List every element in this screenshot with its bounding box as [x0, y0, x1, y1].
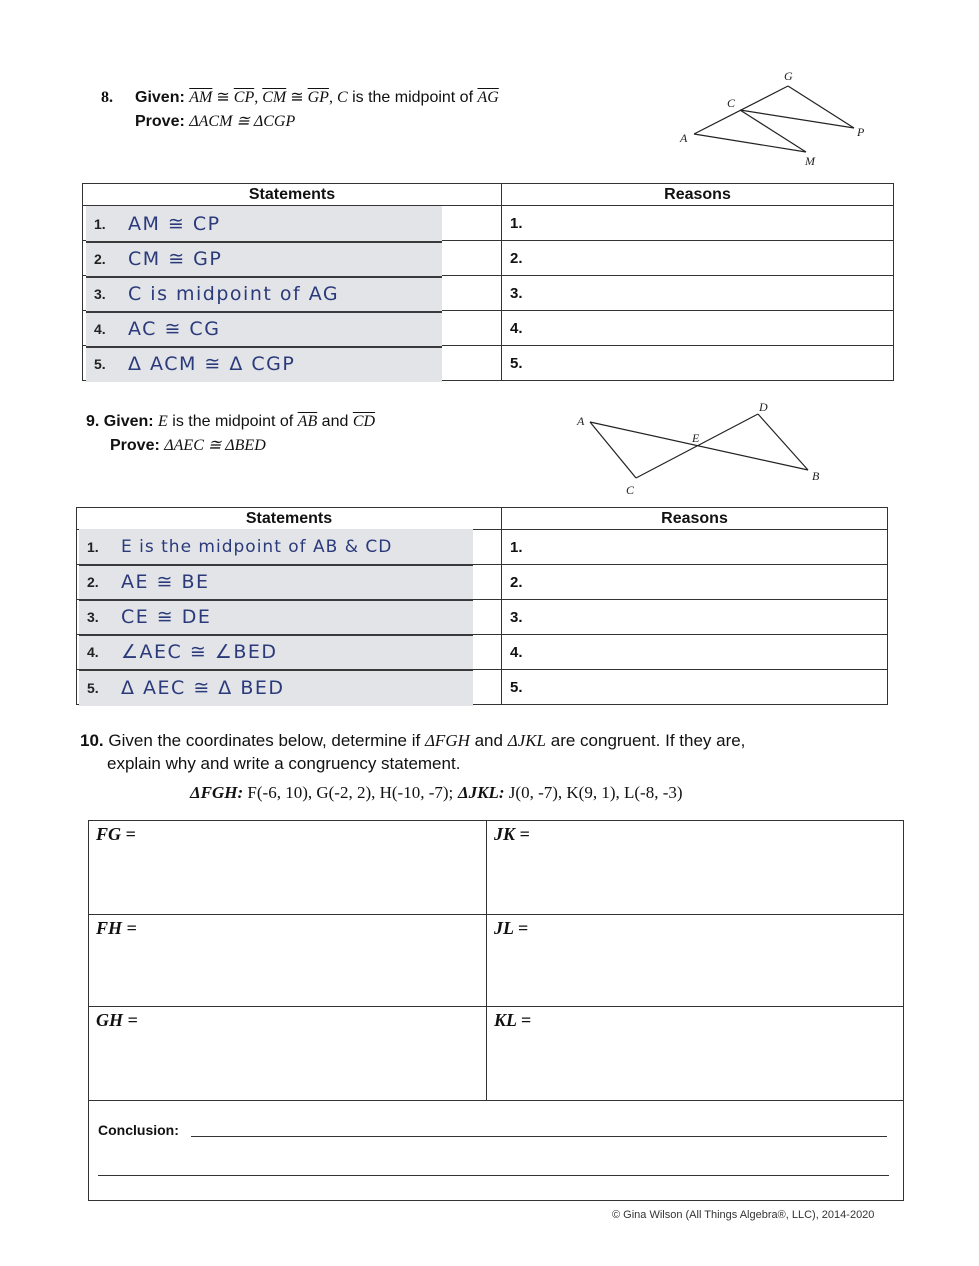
q10-text: are congruent. If they are,	[546, 731, 746, 750]
statement-number: 5.	[94, 356, 106, 372]
label-c: C	[727, 96, 736, 110]
statement-text: CM ≅ GP	[128, 247, 223, 270]
q9-statement-2	[79, 564, 473, 601]
q10-answer-grid	[88, 820, 904, 1201]
congruent-symbol: ≅	[286, 89, 308, 106]
q9-statements-header: Statements	[77, 508, 502, 530]
q8-seg-cm: $\overline{CM}$	[262, 89, 287, 106]
label-b: B	[812, 469, 820, 483]
q9-reason-5[interactable]: 5.	[502, 670, 888, 705]
q8-reason-1[interactable]: 1.	[502, 206, 894, 241]
q9-reason-1[interactable]: 1.	[502, 530, 888, 565]
q9-statement-1	[79, 529, 473, 566]
q9-reason-2[interactable]: 2.	[502, 565, 888, 600]
label-a: A	[680, 131, 688, 145]
q9-and-text: and	[317, 413, 353, 430]
q10-jkl-coords: J(0, -7), K(9, 1), L(-8, -3)	[504, 783, 683, 802]
q10-tri-jkl: ΔJKL	[507, 731, 547, 750]
q8-statement-5	[86, 346, 442, 382]
q8-statement-2	[86, 241, 442, 278]
label-c: C	[626, 483, 635, 497]
segment-am	[694, 134, 806, 152]
jk-cell[interactable]	[487, 821, 903, 915]
q8-seg-am: $\overline{AM}$	[189, 89, 213, 106]
kl-label: KL =	[494, 1010, 532, 1030]
fg-cell[interactable]	[89, 821, 487, 915]
congruent-symbol: ≅	[212, 89, 234, 106]
q9-reason-4[interactable]: 4.	[502, 635, 888, 670]
segment-cm	[740, 110, 806, 152]
q8-seg-gp: $\overline{GP}$	[307, 89, 329, 106]
q9-given-label: Given:	[103, 413, 154, 430]
statement-number: 5.	[87, 679, 99, 696]
q8-given	[135, 86, 499, 110]
segment-ab	[590, 422, 808, 470]
fh-cell[interactable]	[89, 915, 487, 1007]
segment-db	[758, 414, 808, 470]
q9-diagram	[570, 398, 830, 502]
statement-text: AC ≅ CG	[128, 317, 221, 340]
segment-gp	[788, 86, 854, 128]
q8-seg-ag: $\overline{AG}$	[477, 89, 499, 106]
q9-midpoint-text: is the midpoint of	[167, 413, 298, 430]
label-m: M	[805, 154, 815, 168]
jl-label: JL =	[494, 918, 529, 938]
q10-coordinates	[190, 781, 683, 805]
q8-number: 8.	[101, 89, 113, 106]
statement-text: CE ≅ DE	[121, 605, 212, 628]
statement-number: 3.	[87, 608, 99, 625]
q10-prompt-line2: explain why and write a congruency statement.	[107, 754, 461, 773]
statement-text: C is midpoint of AG	[128, 282, 340, 305]
q9-handwritten-statements	[79, 529, 473, 706]
segment-cd	[636, 414, 758, 478]
q8-reason-4[interactable]: 4.	[502, 311, 894, 346]
statement-number: 2.	[87, 573, 99, 590]
q8-diagram	[670, 66, 870, 176]
q8-statement-3	[86, 276, 442, 313]
q9-statement-4	[79, 634, 473, 671]
q9-statement-3	[79, 599, 473, 636]
q10-prompt-line1	[80, 729, 745, 753]
kl-cell[interactable]	[487, 1007, 903, 1101]
q8-prove-label: Prove:	[135, 113, 185, 130]
comma: ,	[254, 89, 263, 106]
q8-header	[101, 86, 113, 110]
q8-reason-3[interactable]: 3.	[502, 276, 894, 311]
q9-seg-ab: $\overline{AB}$	[297, 413, 318, 430]
comma: ,	[328, 89, 337, 106]
statement-text: AM ≅ CP	[128, 212, 221, 235]
q9-seg-cd: $\overline{CD}$	[352, 413, 376, 430]
q10-text: Given the coordinates below, determine if	[108, 731, 425, 750]
statement-number: 1.	[87, 538, 99, 555]
q8-statement-1	[86, 206, 442, 243]
label-d: D	[759, 400, 768, 414]
gh-cell[interactable]	[89, 1007, 487, 1101]
statement-text: E is the midpoint of AB & CD	[121, 536, 393, 557]
q8-midpoint-text: is the midpoint of	[347, 89, 478, 106]
label-p: P	[857, 125, 865, 139]
q8-reasons-header: Reasons	[502, 184, 894, 206]
statement-text: AE ≅ BE	[121, 570, 210, 593]
q9-reasons-header: Reasons	[502, 508, 888, 530]
q9-number: 9.	[86, 413, 100, 430]
jl-cell[interactable]	[487, 915, 903, 1007]
q10-and: and	[469, 731, 508, 750]
conclusion-label: Conclusion:	[98, 1122, 179, 1138]
q9-prove-label: Prove:	[110, 437, 160, 454]
conclusion-line-2[interactable]	[98, 1175, 889, 1176]
q9-statement-5	[79, 669, 473, 706]
q8-statement-4	[86, 311, 442, 348]
fg-label: FG =	[96, 824, 136, 844]
jk-label: JK =	[494, 824, 530, 844]
q8-reason-2[interactable]: 2.	[502, 241, 894, 276]
q8-given-label: Given:	[135, 89, 185, 106]
statement-text: ∠AEC ≅ ∠BED	[121, 640, 278, 663]
q8-seg-cp: $\overline{CP}$	[233, 89, 255, 106]
statement-number: 1.	[94, 215, 106, 232]
q9-reason-3[interactable]: 3.	[502, 600, 888, 635]
copyright-footer: © Gina Wilson (All Things Algebra®, LLC), 2014-2020	[612, 1209, 875, 1221]
conclusion-line-1[interactable]	[191, 1136, 887, 1137]
statement-number: 4.	[87, 643, 99, 660]
q10-fgh-coords: F(-6, 10), G(-2, 2), H(-10, -7);	[243, 783, 454, 802]
q8-prove	[135, 110, 295, 134]
q10-jkl-label: ΔJKL:	[458, 783, 505, 802]
q8-handwritten-statements	[86, 206, 442, 382]
label-a: A	[577, 414, 585, 428]
q9-prove-text: ΔAEC ≅ ΔBED	[164, 437, 266, 454]
label-g: G	[784, 69, 793, 83]
statement-text: Δ AEC ≅ Δ BED	[121, 676, 285, 699]
q8-prove-text: ΔACM ≅ ΔCGP	[189, 113, 296, 130]
statement-number: 4.	[94, 320, 106, 337]
q10-fgh-label: ΔFGH:	[190, 783, 244, 802]
q8-reason-5[interactable]: 5.	[502, 346, 894, 381]
q8-point-c: C	[336, 89, 348, 106]
q9-point-e: E	[158, 413, 168, 430]
gh-label: GH =	[96, 1010, 138, 1030]
label-e: E	[692, 431, 700, 445]
statement-number: 2.	[94, 250, 106, 267]
q10-tri-fgh: ΔFGH	[424, 731, 470, 750]
q8-statements-header: Statements	[83, 184, 502, 206]
fh-label: FH =	[96, 918, 137, 938]
q9-given	[86, 410, 375, 434]
statement-text: Δ ACM ≅ Δ CGP	[128, 353, 296, 375]
statement-number: 3.	[94, 285, 106, 302]
q9-prove	[110, 434, 266, 458]
q10-number: 10.	[80, 731, 104, 750]
segment-cp	[740, 110, 854, 128]
